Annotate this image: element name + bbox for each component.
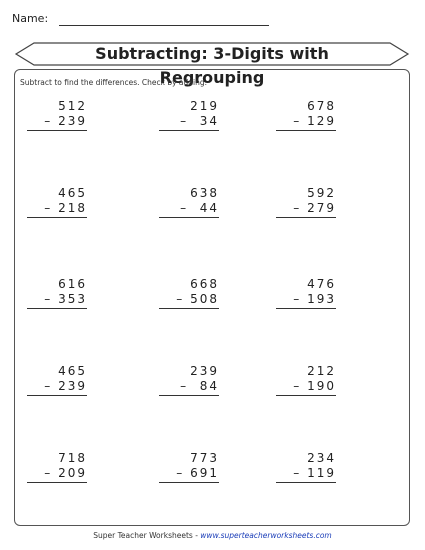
minuend: 219 [190,99,219,113]
subtrahend: – 84 [180,379,219,393]
subtraction-problem [27,277,87,309]
worksheet-title: Subtracting: 3-Digits with Regrouping [95,44,329,87]
footer [0,531,425,540]
minuend: 592 [307,186,336,200]
answer-line[interactable] [27,395,87,396]
subtrahend: – 119 [293,466,336,480]
answer-line[interactable] [159,395,219,396]
subtrahend: – 353 [44,292,87,306]
footer-brand: Super Teacher Worksheets - [93,531,201,540]
answer-line[interactable] [276,130,336,131]
subtraction-problem [276,364,336,396]
minuend: 234 [307,451,336,465]
subtrahend: – 129 [293,114,336,128]
minuend: 465 [58,364,87,378]
answer-line[interactable] [159,482,219,483]
minuend: 512 [58,99,87,113]
minuend: 668 [190,277,219,291]
subtrahend: – 508 [176,292,219,306]
answer-line[interactable] [276,395,336,396]
answer-line[interactable] [27,217,87,218]
minuend: 239 [190,364,219,378]
minuend: 773 [190,451,219,465]
subtrahend: – 239 [44,379,87,393]
subtraction-problem [276,99,336,131]
instructions: Subtract to find the differences. Check by adding. [20,78,208,87]
minuend: 638 [190,186,219,200]
name-line[interactable] [59,25,269,26]
subtrahend: – 209 [44,466,87,480]
answer-line[interactable] [27,130,87,131]
answer-line[interactable] [159,130,219,131]
answer-line[interactable] [27,482,87,483]
answer-line[interactable] [27,308,87,309]
answer-line[interactable] [276,482,336,483]
subtrahend: – 190 [293,379,336,393]
subtrahend: – 239 [44,114,87,128]
subtraction-problem [159,451,219,483]
subtraction-problem [159,186,219,218]
subtraction-problem [27,186,87,218]
subtraction-problem [276,451,336,483]
subtrahend: – 279 [293,201,336,215]
subtrahend: – 34 [180,114,219,128]
subtraction-problem [27,451,87,483]
answer-line[interactable] [159,308,219,309]
minuend: 212 [307,364,336,378]
subtraction-problem [276,277,336,309]
answer-line[interactable] [159,217,219,218]
minuend: 678 [307,99,336,113]
subtrahend: – 218 [44,201,87,215]
subtrahend: – 193 [293,292,336,306]
subtraction-problem [159,99,219,131]
minuend: 476 [307,277,336,291]
subtraction-problem [159,364,219,396]
subtrahend: – 44 [180,201,219,215]
minuend: 616 [58,277,87,291]
minuend: 718 [58,451,87,465]
answer-line[interactable] [276,308,336,309]
subtraction-problem [159,277,219,309]
subtraction-problem [27,364,87,396]
name-label: Name: [12,12,49,25]
answer-line[interactable] [276,217,336,218]
subtraction-problem [27,99,87,131]
subtraction-problem [276,186,336,218]
footer-link[interactable]: www.superteacherworksheets.com [200,531,332,540]
minuend: 465 [58,186,87,200]
subtrahend: – 691 [176,466,219,480]
